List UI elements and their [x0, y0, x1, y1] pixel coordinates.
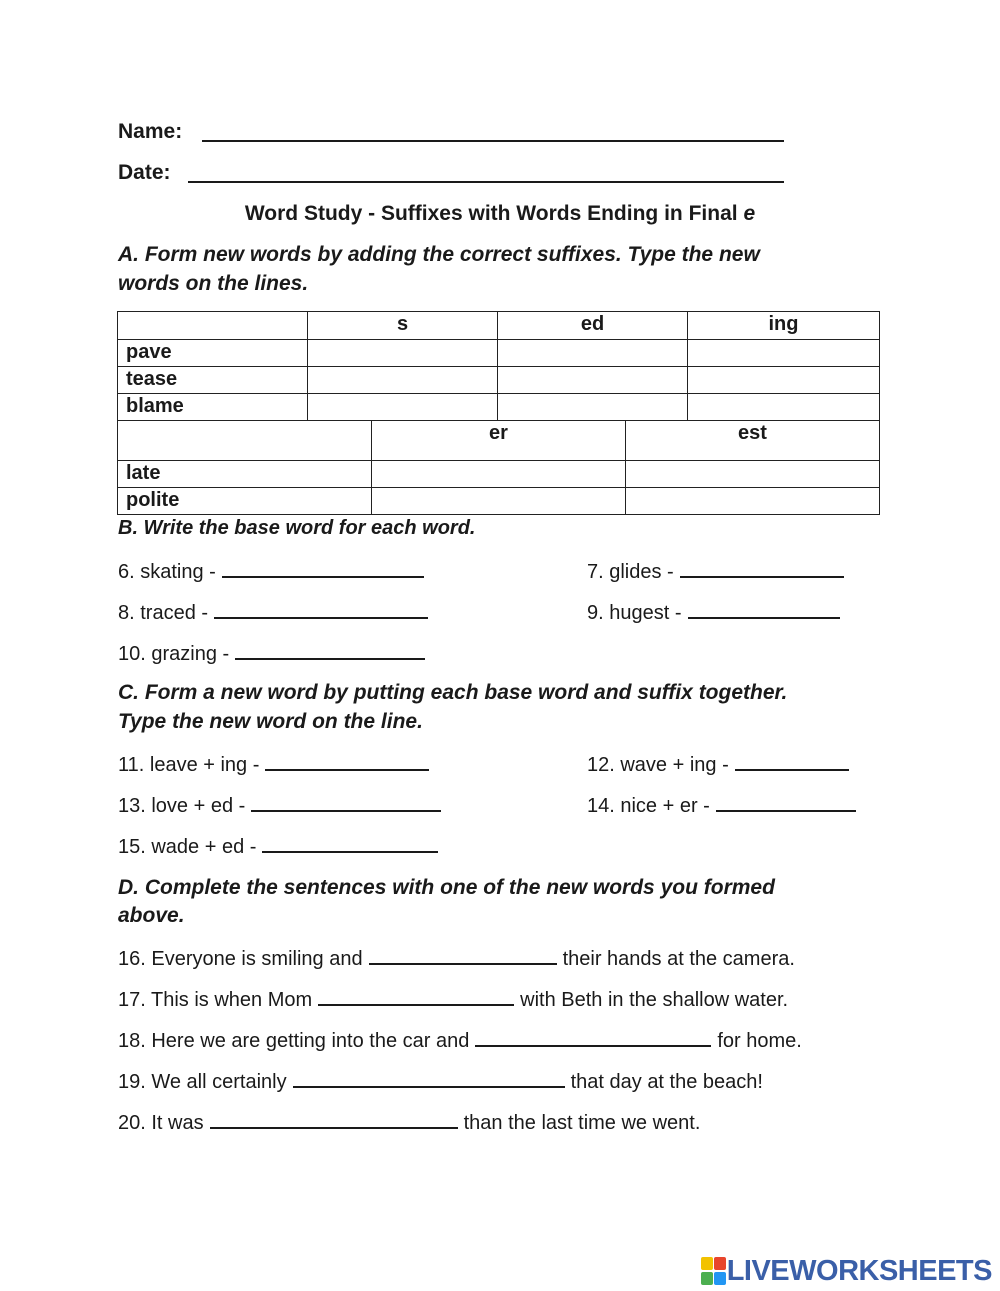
date-label: Date: [118, 161, 171, 184]
table1-header-s: s [308, 312, 498, 340]
answer-line[interactable] [251, 792, 441, 812]
name-input-line[interactable] [202, 120, 784, 142]
question-8: 8. traced - [118, 599, 428, 625]
section-a-instruction-cont: words on the lines. [118, 272, 309, 295]
question-6: 6. skating - [118, 558, 424, 584]
section-a-instruction: A. Form new words by adding the correct suffixes. Type the new [118, 243, 760, 266]
liveworksheets-blocks-icon [701, 1257, 727, 1285]
question-7: 7. glides - [587, 558, 844, 584]
suffix-table-1 [117, 311, 880, 421]
answer-line[interactable] [293, 1068, 565, 1088]
name-label: Name: [118, 120, 183, 143]
logo-text: LIVEWORKSHEETS [726, 1254, 992, 1287]
section-d-instruction: D. Complete the sentences with one of the new words you formed [118, 876, 775, 899]
answer-line[interactable] [680, 558, 844, 578]
date-input-line[interactable] [188, 161, 784, 183]
answer-line[interactable] [214, 599, 428, 619]
answer-cell[interactable] [308, 367, 498, 394]
question-15: 15. wade + ed - [118, 833, 438, 859]
table1-header-ed: ed [498, 312, 688, 340]
sentence-16: 16. Everyone is smiling and their hands at the camera. [118, 945, 795, 971]
table1-header-blank [118, 312, 308, 340]
table2-header-est: est [626, 421, 880, 461]
table2-row-label: polite [118, 488, 372, 515]
table2-header-blank [118, 421, 372, 461]
answer-cell[interactable] [308, 340, 498, 367]
table1-row-label: pave [118, 340, 308, 367]
sentence-19: 19. We all certainly that day at the beach! [118, 1068, 763, 1094]
suffix-table-2 [117, 420, 880, 515]
answer-line[interactable] [369, 945, 557, 965]
answer-cell[interactable] [626, 488, 880, 515]
section-b-instruction: B. Write the base word for each word. [118, 517, 476, 539]
answer-cell[interactable] [688, 367, 880, 394]
answer-line[interactable] [475, 1027, 711, 1047]
answer-line[interactable] [688, 599, 840, 619]
answer-cell[interactable] [688, 394, 880, 421]
answer-cell[interactable] [498, 340, 688, 367]
sentence-20: 20. It was than the last time we went. [118, 1109, 700, 1135]
question-10: 10. grazing - [118, 640, 425, 666]
question-11: 11. leave + ing - [118, 751, 429, 777]
answer-cell[interactable] [498, 367, 688, 394]
answer-line[interactable] [735, 751, 849, 771]
liveworksheets-logo [701, 1256, 992, 1286]
answer-line[interactable] [318, 986, 514, 1006]
answer-cell[interactable] [372, 461, 626, 488]
question-12: 12. wave + ing - [587, 751, 849, 777]
section-d-instruction-cont: above. [118, 904, 185, 927]
table2-header-er: er [372, 421, 626, 461]
section-c-instruction: C. Form a new word by putting each base word and suffix together. [118, 681, 788, 704]
question-13: 13. love + ed - [118, 792, 441, 818]
answer-cell[interactable] [626, 461, 880, 488]
question-14: 14. nice + er - [587, 792, 856, 818]
sentence-18: 18. Here we are getting into the car and for home. [118, 1027, 802, 1053]
answer-cell[interactable] [308, 394, 498, 421]
section-c-instruction-cont: Type the new word on the line. [118, 710, 423, 733]
question-9: 9. hugest - [587, 599, 840, 625]
answer-line[interactable] [222, 558, 424, 578]
table2-row-label: late [118, 461, 372, 488]
page-title: Word Study - Suffixes with Words Ending in Final e [244, 202, 756, 225]
answer-cell[interactable] [498, 394, 688, 421]
answer-line[interactable] [235, 640, 425, 660]
answer-line[interactable] [265, 751, 429, 771]
answer-line[interactable] [262, 833, 438, 853]
table1-header-ing: ing [688, 312, 880, 340]
answer-cell[interactable] [372, 488, 626, 515]
sentence-17: 17. This is when Mom with Beth in the shallow water. [118, 986, 788, 1012]
answer-line[interactable] [716, 792, 856, 812]
answer-cell[interactable] [688, 340, 880, 367]
table1-row-label: blame [118, 394, 308, 421]
table1-row-label: tease [118, 367, 308, 394]
answer-line[interactable] [210, 1109, 458, 1129]
